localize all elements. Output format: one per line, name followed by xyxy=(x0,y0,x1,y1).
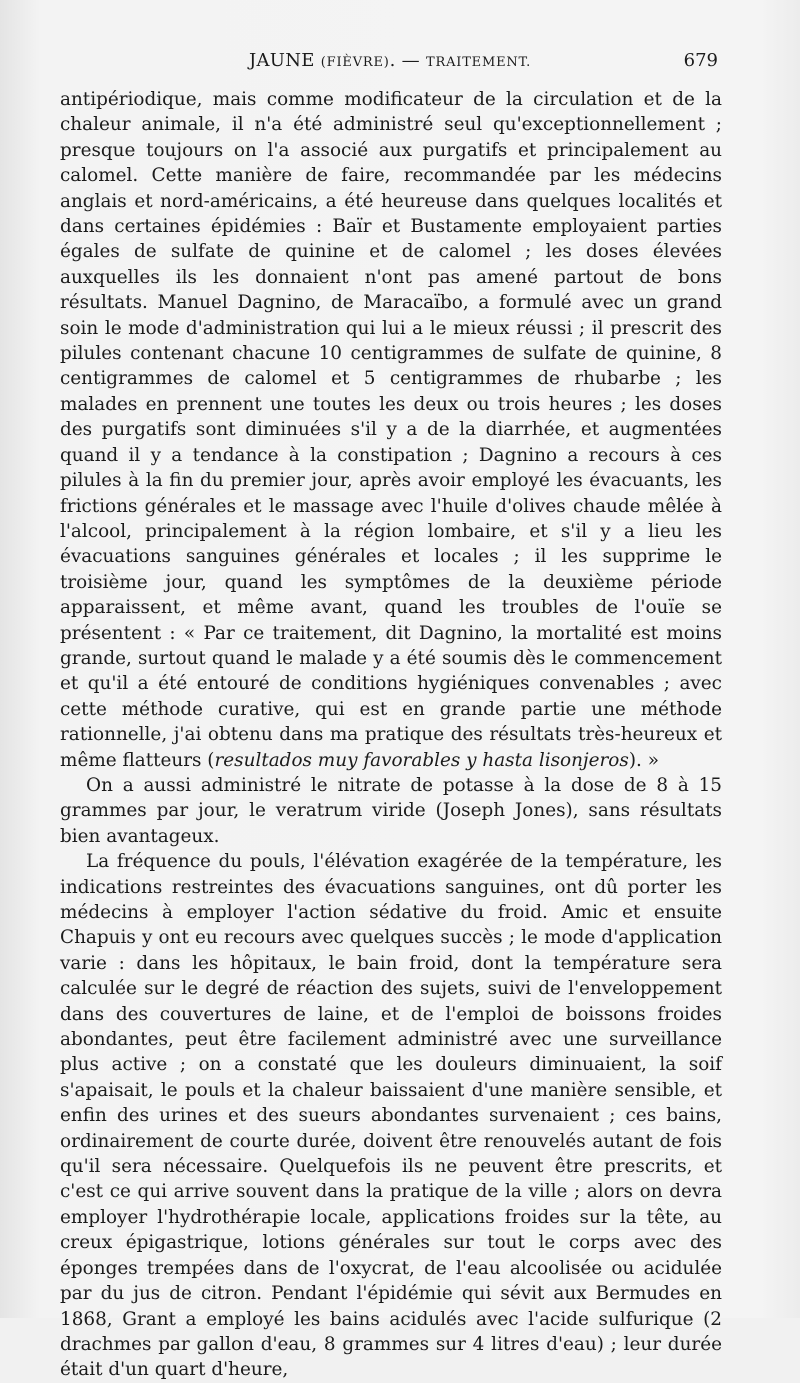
paragraph-3 xyxy=(60,849,722,1383)
paragraph-3-text: La fréquence du pouls, l'élévation exagérée de la température, les indications restreintes des évacuations sanguines, ont dû porter les médecins à employer l'action sédative du froid. Amic et ensuite Chapuis y ont eu recours avec quelques succès ; le mode d'application varie : dans les hôpitaux, le bain froid, dont la température sera calculée sur le degré de réaction des sujets, suivi de l'enveloppement dans des couvertures de laine, et de l'emploi de boissons froides abondantes, peut être facilement administré avec une surveillance plus active ; on a constaté que les douleurs diminuaient, la soif s'apaisait, le pouls et la chaleur baissaient d'une manière sensible, et enfin des urines et des sueurs abondantes survenaient ; ces bains, ordinairement de courte durée, doivent être renouvelés autant de fois qu'il sera nécessaire. Quelquefois ils ne peuvent être prescrits, et c'est ce qui arrive souvent dans la pratique de la ville ; alors on devra employer l'hydrothérapie locale, applications froides sur la tête, au creux épigastrique, lotions générales sur tout le corps avec des éponges trempées dans de l'oxycrat, de l'eau alcoolisée ou acidulée par du jus de citron. Pendant l'épidémie qui sévit aux Bermudes en 1868, Grant a employé les bains acidulés avec l'acide sulfurique (2 drachmes par gallon d'eau, 8 grammes sur 4 litres d'eau) ; leur durée était d'un quart d'heure, xyxy=(60,851,722,1381)
page-header xyxy=(60,50,720,84)
paragraph-2-text: On a aussi administré le nitrate de potasse à la dose de 8 à 15 grammes par jour, le veratrum viride (Joseph Jones), sans résultats bien avantageux. xyxy=(60,774,722,847)
page-number: 679 xyxy=(683,50,718,71)
paragraph-1-text: antipériodique, mais comme modificateur de la circulation et de la chaleur animale, il n'a été administré seul qu'exceptionnellement ; presque toujours on l'a associé aux purgatifs et principalement au calomel. Cette manière de faire, recommandée par les médecins anglais et nord-américains, a été heureuse dans quelques localités et dans certaines épidémies : Baïr et Bustamente employaient parties égales de sulfate de quinine et de calomel ; les doses élevées auxquelles ils les donnaient n'ont pas amené partout de bons résultats. Manuel Dagnino, de Maracaïbo, a formulé avec un grand soin le mode d'administration qui lui a le mieux réussi ; il prescrit des pilules contenant chacune 10 centigrammes de sulfate de quinine, 8 centigrammes de calomel et 5 centigrammes de rhubarbe ; les malades en prennent une toutes les deux ou trois heures ; les doses des purgatifs sont diminuées s'il y a de la diarrhée, et augmentées quand il y a tendance à la constipation ; Dagnino a recours à ces pilules à la fin du premier jour, après avoir employé les évacuants, les frictions générales et le massage avec l'huile d'olives chaude mêlée à l'alcool, principalement à la région lombaire, et s'il y a lieu les évacuations sanguines générales et locales ; il les supprime le troisième jour, quand les symptômes de la deuxième période apparaissent, et même avant, quand les troubles de l'ouïe se présentent : « Par ce traitement, dit Dagnino, la mortalité est moins grande, surtout quand le malade y a été soumis dès le commencement et qu'il a été entouré de conditions hygiéniques convenables ; avec cette méthode curative, qui est en grande partie une méthode rationnelle, j'ai obtenu dans ma pratique des résultats très-heureux et même flatteurs ( xyxy=(60,89,722,771)
title-paren: (FIÈVRE) xyxy=(320,55,390,70)
title-main: JAUNE xyxy=(248,50,315,71)
paragraph-1-italic-quote: resultados muy favorables y hasta lisonjeros xyxy=(214,749,629,771)
body-text xyxy=(60,87,722,1383)
paragraph-1-closing: ). » xyxy=(628,749,659,771)
paragraph-1 xyxy=(60,87,722,773)
title-section: TRAITEMENT. xyxy=(426,55,532,70)
title-separator: . — xyxy=(389,50,427,71)
paragraph-2 xyxy=(60,773,722,849)
running-title xyxy=(60,50,720,71)
